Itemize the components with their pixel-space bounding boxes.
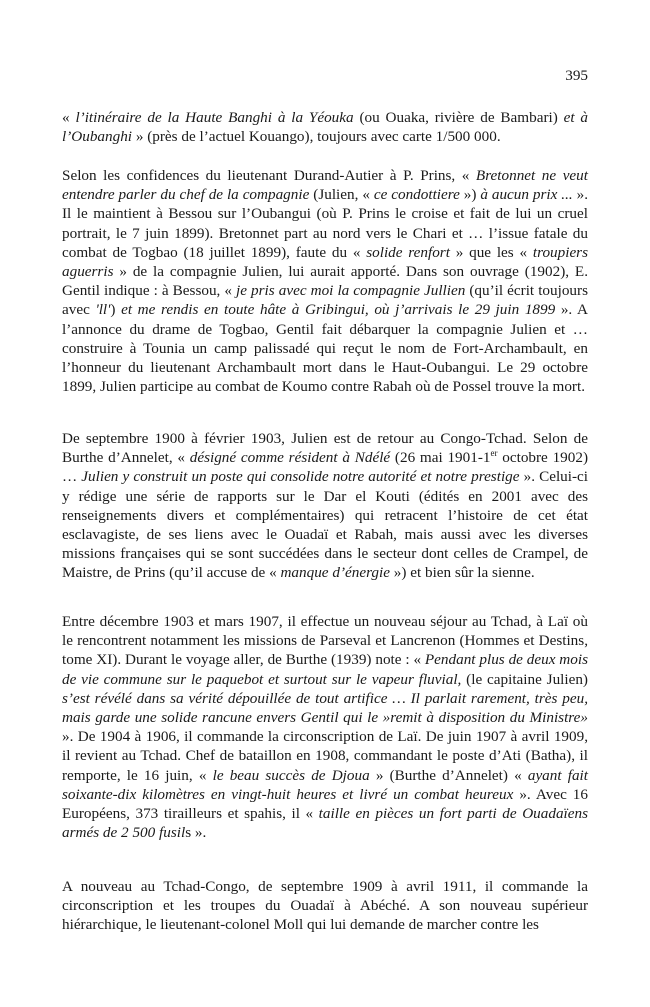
- text-run: (ou Ouaka, rivière de Bambari): [353, 109, 564, 126]
- text-run: s ».: [185, 824, 207, 842]
- italic-quote: l’itinéraire de la Haute Banghi à la Yéouka: [75, 109, 354, 126]
- italic-quote: et me rendis en toute hâte à Gribingui, où j’arrivais le 29 juin 1899: [121, 301, 556, 319]
- text-run: (le capitaine Julien): [461, 670, 588, 688]
- text-run: ») et bien sûr la sienne.: [389, 564, 535, 582]
- text-run: ». Il le maintient à Bessou sur l’Oubangui (où P. Prins le croise et fait de lui un cruel portrait, le 7 juin 1899). Bretonnet part au nord vers le Chari et … l’issue fatale du combat de Togbao (18 juillet 1899), faute du «: [62, 186, 588, 261]
- text-run: (26 mai 1901-1: [390, 449, 491, 467]
- text-run: De septembre 1900 à février 1903, Julien est de retour au Congo-Tchad. Selon de Burthe d’Annelet, «: [62, 430, 588, 467]
- text-run: ». A l’annonce du drame de Togbao, Gentil fait débarquer la compagnie Julien et … construire à Tounia un camp palissadé qui reçut le nom de Fort-Archambault, en l’honneur du lieutenant Archambault mort dans le Haut-Oubangui. Le 29 octobre 1899, Julien participe au combat de Koumo contre Rabah où de Possel trouve la mort.: [62, 301, 588, 396]
- superscript: er: [490, 448, 498, 459]
- italic-quote: taille en pièces un fort parti de Ouadaïens armés de 2 500 fusil: [62, 805, 588, 842]
- italic-quote: Bretonnet ne veut entendre parler du chef de la compagnie: [62, 167, 588, 204]
- paragraph-bretonnet: [62, 166, 588, 396]
- italic-quote: désigné comme résident à Ndélé: [189, 449, 391, 467]
- text-run: » de la compagnie Julien, lui aurait apporté. Dans son ouvrage (1902), E. Gentil indique : à Bessou, «: [62, 263, 588, 300]
- text-run: ». Celui-ci y rédige une série de rapports sur le Dar el Kouti (édités en 2001 avec des renseignements divers et complémentaires) qui retracent l’histoire de cet état esclavagiste, de ses liens avec le Ouadaï et Rabah, mais aussi avec les diverses missions françaises qui se sont succédées dans le secteur dont celles de Crampel, de Maistre, de Prins (qu’il accuse de «: [62, 468, 589, 582]
- text-run: Selon les confidences du lieutenant Durand-Autier à P. Prins, «: [62, 167, 476, 184]
- text-run: ». Avec 16 Européens, 373 tirailleurs et spahis, il «: [62, 785, 588, 823]
- text-run: »): [459, 186, 481, 204]
- italic-quote: le beau succès de Djoua: [212, 766, 370, 784]
- page-number: 395: [565, 67, 588, 84]
- text-run: Entre décembre 1903 et mars 1907, il effectue un nouveau séjour au Tchad, à Laï où le rencontrent notamment les missions de Parseval et Lancrenon (Hommes et Destins, tome XI). Durant le voyage aller, de Burthe (1939) note : «: [62, 613, 588, 669]
- paragraph-congo-tchad: [62, 429, 588, 583]
- italic-quote: Julien y construit un poste qui consolide notre autorité et notre prestige: [81, 468, 520, 486]
- text-run: (Julien, «: [309, 186, 374, 204]
- text-run: «: [62, 109, 76, 126]
- italic-quote: solide renfort: [366, 243, 450, 261]
- italic-quote: ayant fait soixante-dix kilomètres en vingt-huit heures et livré un combat heureux: [62, 766, 588, 803]
- text-run: » que les «: [449, 243, 533, 261]
- italic-quote: troupiers aguerris: [62, 243, 589, 281]
- text-run: A nouveau au Tchad-Congo, de septembre 1909 à avril 1911, il commande la circonscription et les troupes du Ouadaï à Abéché. A son nouveau supérieur hiérarchique, le lieutenant-colonel Moll qui lui demande de marcher contre les: [62, 878, 588, 934]
- text-run: ». De 1904 à 1906, il commande la circonscription de Laï. De juin 1907 à avril 1909, il revient au Tchad. Chef de bataillon en 1908, commandant le poste d’Ati (Batha), il remporte, le 16 juin, «: [62, 728, 588, 784]
- italic-quote: 'll': [95, 301, 111, 319]
- paragraph-itinerary: [62, 108, 588, 146]
- italic-quote: je pris avec moi la compagnie Jullien: [236, 282, 466, 300]
- italic-quote: Pendant plus de deux mois de vie commune sur le paquebot et surtout sur le vapeur fluvial,: [62, 651, 588, 688]
- italic-quote: manque d’énergie: [280, 564, 390, 582]
- italic-quote: et à l’Oubanghi: [62, 109, 588, 146]
- text-run: octobre 1902) …: [62, 449, 588, 486]
- text-run: (qu’il écrit toujours avec: [62, 282, 588, 319]
- paragraph-sejour-tchad: [62, 612, 588, 842]
- italic-quote: ce condottiere: [373, 186, 460, 204]
- text-run: » (près de l’actuel Kouango), toujours avec carte 1/500 000.: [132, 128, 501, 146]
- italic-quote: à aucun prix ...: [480, 186, 573, 204]
- text-run: ): [110, 301, 122, 319]
- italic-quote: s’est révélé dans sa vérité dépouillée de tout artifice … Il parlait rarement, très peu, mais garde une solide rancune envers Gentil qui le »remit à disposition du Ministre»: [62, 689, 588, 727]
- paragraph-ouadai: [62, 877, 588, 935]
- text-run: » (Burthe d’Annelet) «: [369, 766, 528, 784]
